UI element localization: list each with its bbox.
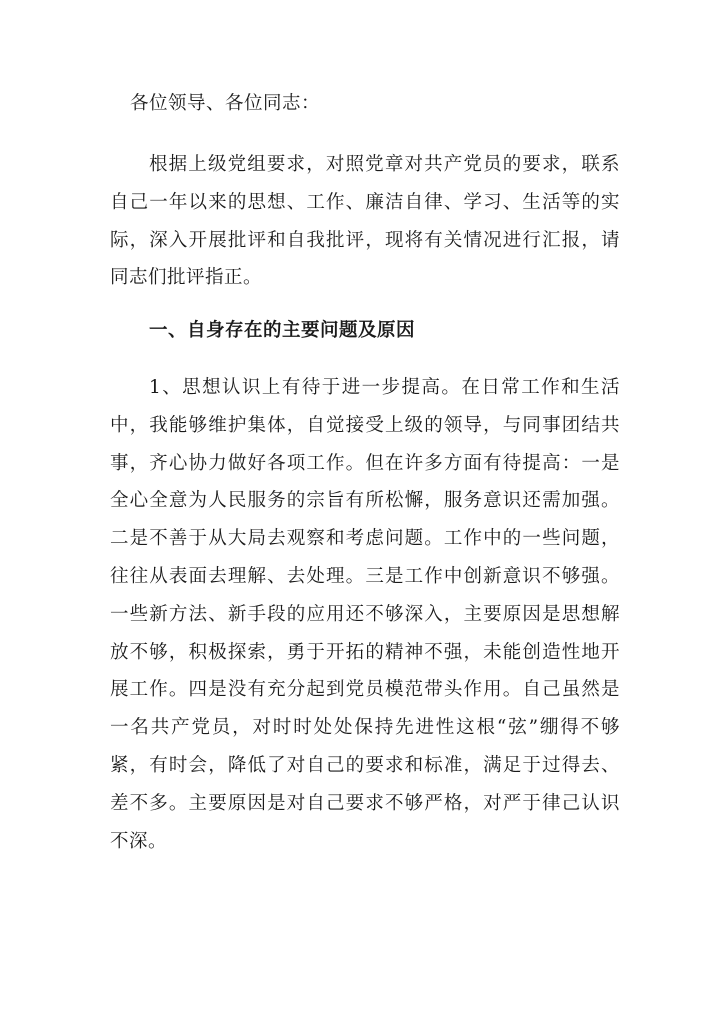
section-heading: 一、自身存在的主要问题及原因 — [149, 320, 416, 341]
section-paragraph: 1、思想认识上有待于进一步提高。在日常工作和生活中，我能够维护集体，自觉接受上级的领导，与同事团结共事，齐心协力做好各项工作。但在许多方面有待提高：一是全心全意为人民服务的宗旨有所松懈，服务意识还需加强。二是不善于从大局去观察和考虑问题。工作中的一些问题，往往从表面去理解、去处理。三是工作中创新意识不够强。一些新方法、新手段的应用还不够深入，主要原因是思想解放不够，积极探索，勇于开拓的精神不强，未能创造性地开展工作。四是没有充分起到党员模范带头作用。自己虽然是一名共产党员，对时时处处保持先进性这根“弦”绷得不够紧，有时会，降低了对自己的要求和标准，满足于过得去、差不多。主要原因是对自己要求不够严格，对严于律己认识不深。 — [110, 377, 620, 852]
greeting-line: 各位领导、各位同志： — [130, 93, 321, 114]
intro-paragraph: 根据上级党组要求，对照党章对共产党员的要求，联系自己一年以来的思想、工作、廉洁自律、学习、生活等的实际，深入开展批评和自我批评，现将有关情况进行汇报，请同志们批评指正。 — [110, 154, 620, 289]
